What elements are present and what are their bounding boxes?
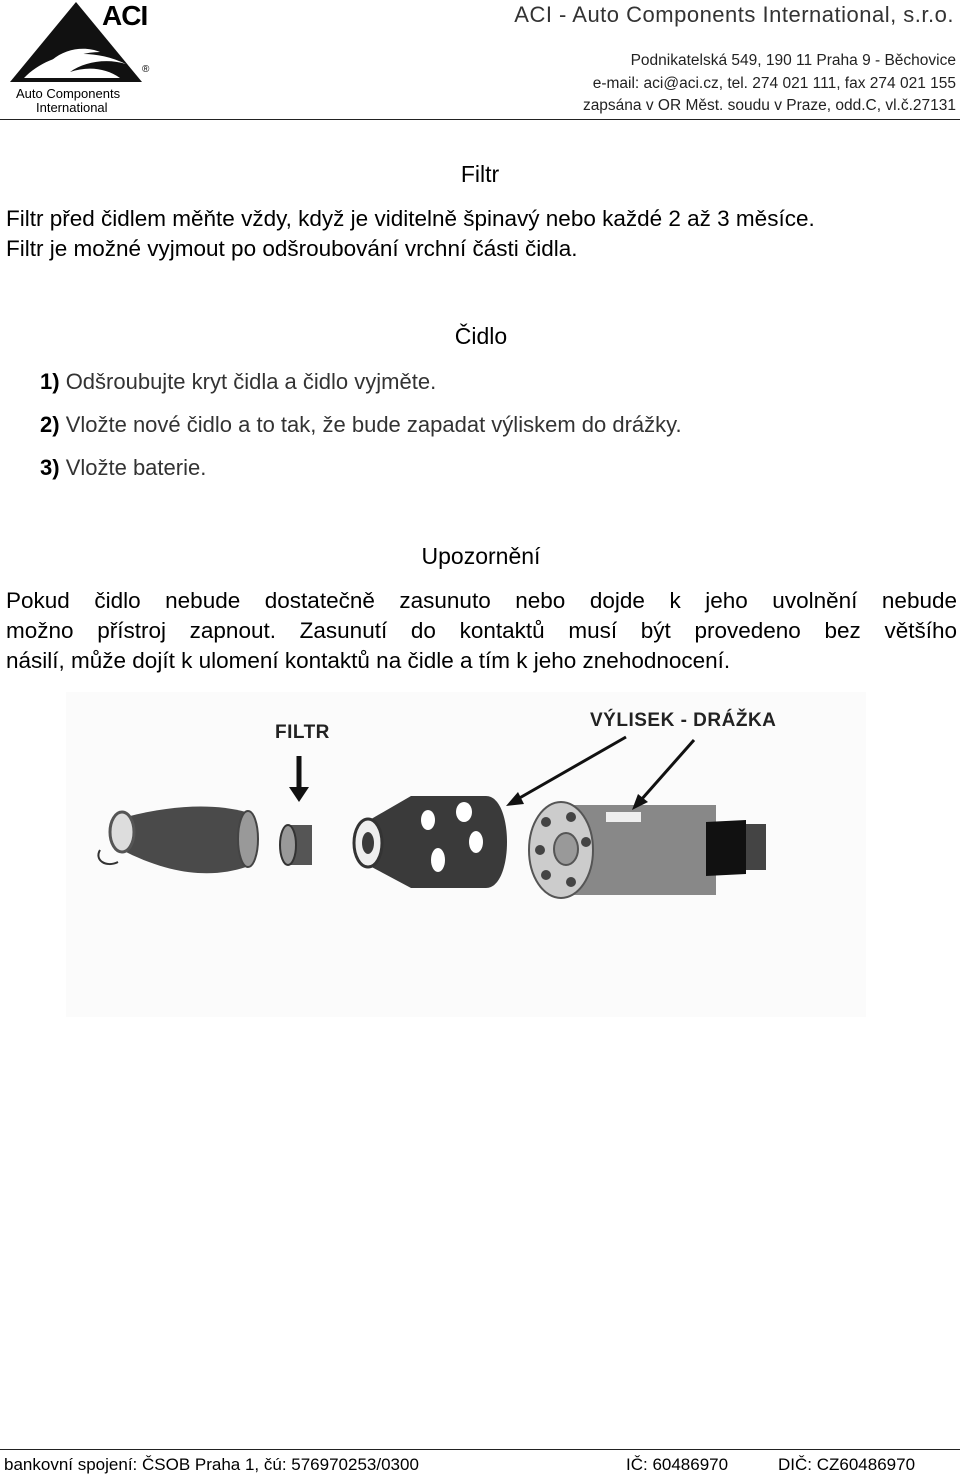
filtr-text-2: Filtr je možné vyjmout po odšroubování vrchní části čidla. — [6, 236, 578, 261]
upozorneni-text-2: možno přístroj zapnout. Zasunutí do kontaktů musí být provedeno bez většího — [6, 618, 957, 643]
upozorneni-text-3: násilí, může dojít k ulomení kontaktů na čidle a tím k jeho znehodnocení. — [6, 648, 731, 673]
company-address: Podnikatelská 549, 190 11 Praha 9 - Běchovice — [630, 52, 956, 69]
sensor-illustration — [66, 692, 866, 1017]
company-registration: zapsána v OR Měst. soudu v Praze, odd.C, vl.č.27131 — [582, 97, 956, 114]
aci-logo — [6, 0, 156, 116]
upozorneni-text-1: Pokud čidlo nebude dostatečně zasunuto nebo dojde k jeho uvolnění nebude — [6, 588, 957, 613]
logo-subtitle-1: Auto Components — [16, 86, 121, 101]
upozorneni-heading: Upozornění — [421, 543, 541, 569]
sensor-assembly-illustration — [66, 692, 866, 1017]
step-number: 2) — [40, 412, 60, 437]
filtr-heading: Filtr — [460, 161, 500, 187]
filter-label: FILTR — [275, 722, 330, 743]
company-id: IČ: 60486970 — [626, 1455, 729, 1474]
footer — [0, 1449, 960, 1475]
cidlo-step-2 — [40, 412, 682, 438]
company-name: ACI - Auto Components International, s.r.o. — [514, 2, 954, 27]
header-divider — [0, 119, 960, 120]
step-text: Vložte baterie. — [65, 455, 207, 480]
footer-divider — [0, 1449, 960, 1450]
step-text: Odšroubujte kryt čidla a čidlo vyjměte. — [65, 369, 437, 394]
vat-id: DIČ: CZ60486970 — [778, 1455, 916, 1474]
cidlo-step-3 — [40, 455, 206, 481]
step-text: Vložte nové čidlo a to tak, že bude zapadat výliskem do drážky. — [65, 412, 682, 437]
cidlo-step-1 — [40, 369, 436, 395]
filtr-text-1: Filtr před čidlem měňte vždy, když je viditelně špinavý nebo každé 2 až 3 měsíce. — [6, 206, 815, 231]
cidlo-heading: Čidlo — [454, 323, 508, 349]
step-number: 1) — [40, 369, 60, 394]
filter-shape — [280, 825, 312, 865]
bank-details: bankovní spojení: ČSOB Praha 1, čú: 576970253/0300 — [4, 1455, 419, 1474]
logo-name: ACI — [102, 0, 148, 31]
letterhead — [0, 0, 960, 120]
step-number: 3) — [40, 455, 60, 480]
groove-label: VÝLISEK - DRÁŽKA — [590, 710, 777, 731]
logo-subtitle-2: International — [36, 100, 108, 115]
company-contact: e-mail: aci@aci.cz, tel. 274 021 111, fax 274 021 155 — [592, 75, 956, 92]
registered-mark: ® — [142, 64, 150, 75]
